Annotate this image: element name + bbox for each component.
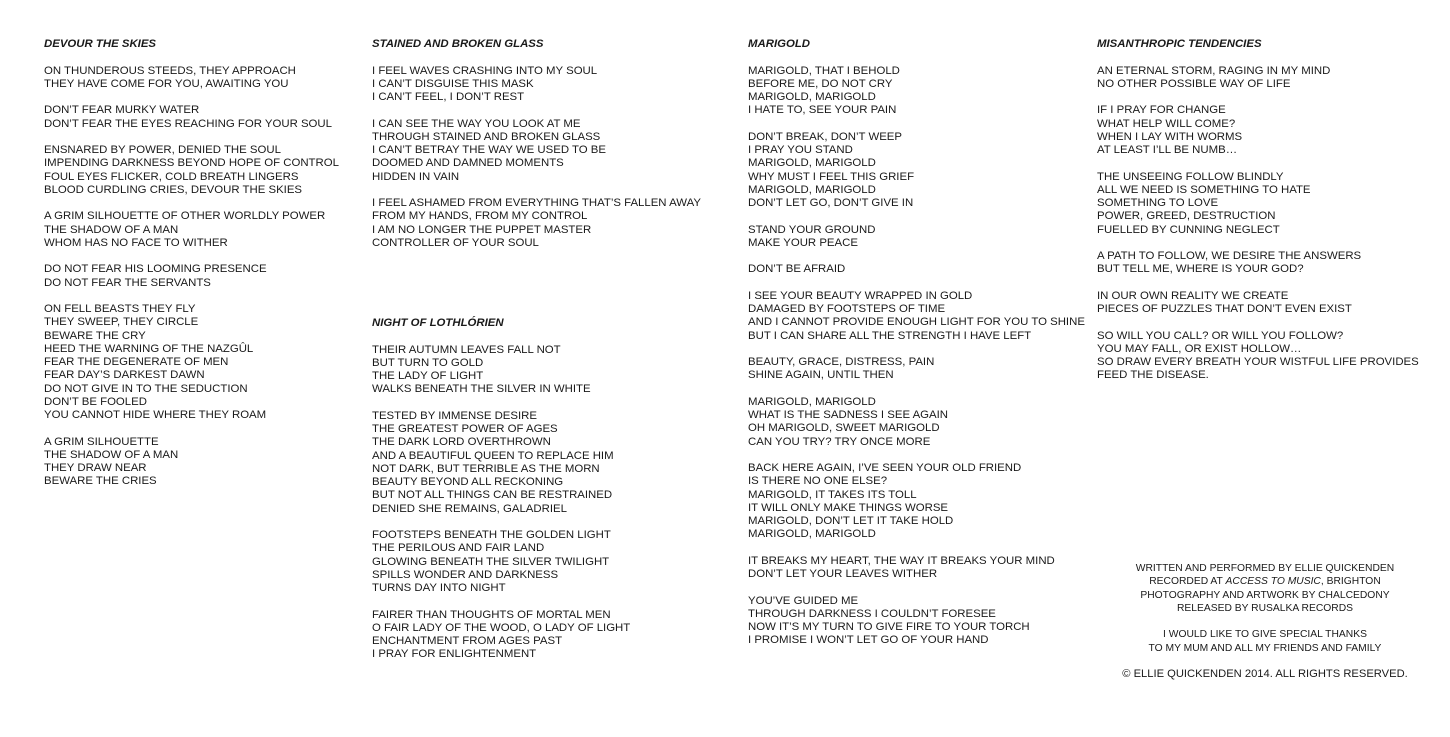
lyric-line: WHY MUST I FEEL THIS GRIEF — [748, 170, 915, 183]
lyric-line: I HATE TO, SEE YOUR PAIN — [748, 104, 897, 117]
credits-production — [1100, 562, 1430, 615]
lyric-line: PIECES OF PUZZLES THAT DON’T EVEN EXIST — [1097, 303, 1352, 315]
song-title: STAINED AND BROKEN GLASS — [372, 38, 544, 50]
stanza — [372, 65, 701, 105]
lyric-line: SPILLS WONDER AND DARKNESS — [372, 568, 559, 581]
lyric-line: FEAR THE DEGENERATE OF MEN — [44, 356, 229, 368]
lyric-line: DON’T BE AFRAID — [748, 263, 846, 276]
stanza — [372, 344, 701, 397]
lyric-line: MARIGOLD, IT TAKES ITS TOLL — [748, 488, 917, 501]
lyric-line: HIDDEN IN VAIN — [372, 170, 460, 183]
lyric-line: STAND YOUR GROUND — [748, 223, 876, 236]
lyric-line: WHOM HAS NO FACE TO WITHER — [44, 236, 228, 249]
lyric-line: MARIGOLD, MARIGOLD — [748, 183, 876, 196]
lyric-line: THEIR AUTUMN LEAVES FALL NOT — [372, 343, 561, 356]
lyric-line: TESTED BY IMMENSE DESIRE — [372, 409, 537, 422]
lyric-line: THEY DRAW NEAR — [44, 462, 147, 474]
lyric-line: HEED THE WARNING OF THE NAZGÛL — [44, 342, 254, 355]
song-title: MISANTHROPIC TENDENCIES — [1097, 38, 1262, 50]
lyric-line: FUELLED BY CUNNING NEGLECT — [1097, 223, 1280, 236]
song-night-of-lothlorien — [372, 317, 701, 662]
lyric-line: OH MARIGOLD, SWEET MARIGOLD — [748, 422, 940, 435]
lyric-line: NO OTHER POSSIBLE WAY OF LIFE — [1097, 77, 1291, 90]
stanza — [44, 65, 339, 92]
stanza — [1097, 290, 1419, 317]
stanza — [44, 144, 339, 197]
lyric-line: IF I PRAY FOR CHANGE — [1097, 104, 1226, 117]
lyric-line: DAMAGED BY FOOTSTEPS OF TIME — [748, 303, 946, 315]
lyric-line: I PRAY YOU STAND — [748, 144, 853, 156]
stanza — [1097, 250, 1419, 277]
lyric-line: WHEN I LAY WITH WORMS — [1097, 130, 1243, 143]
lyric-line: DOOMED AND DAMNED MOMENTS — [372, 157, 564, 170]
lyric-line: CONTROLLER OF YOUR SOUL — [372, 236, 539, 249]
lyric-line: POWER, GREED, DESTRUCTION — [1097, 210, 1276, 223]
lyric-line: THE SHADOW OF A MAN — [44, 448, 179, 461]
lyric-line: BACK HERE AGAIN, I’VE SEEN YOUR OLD FRIEND — [748, 462, 1022, 474]
lyric-line: YOU MAY FALL, OR EXIST HOLLOW… — [1097, 342, 1302, 355]
stanza — [748, 396, 1085, 449]
lyric-line: THROUGH STAINED AND BROKEN GLASS — [372, 130, 601, 143]
stanza — [748, 131, 1085, 211]
lyric-line: BUT TURN TO GOLD — [372, 356, 484, 369]
lyric-line: AND A BEAUTIFUL QUEEN TO REPLACE HIM — [372, 449, 614, 462]
song-devour-the-skies — [44, 38, 339, 489]
lyric-line: ALL WE NEED IS SOMETHING TO HATE — [1097, 183, 1311, 196]
credits-recorded-prefix: RECORDED AT — [1149, 576, 1226, 588]
lyric-line: MAKE YOUR PEACE — [748, 236, 858, 249]
lyric-line: FEAR DAY’S DARKEST DAWN — [44, 369, 205, 382]
stanza — [1097, 65, 1419, 92]
stanza — [748, 462, 1085, 542]
lyric-line: MARIGOLD, MARIGOLD — [748, 395, 876, 408]
lyric-line: I FEEL WAVES CRASHING INTO MY SOUL — [372, 64, 598, 77]
stanza — [1097, 330, 1419, 383]
stanza — [44, 210, 339, 250]
lyric-line: I CAN SEE THE WAY YOU LOOK AT ME — [372, 117, 581, 130]
song-title: DEVOUR THE SKIES — [44, 38, 157, 50]
lyric-line: WHAT IS THE SADNESS I SEE AGAIN — [748, 409, 949, 421]
lyric-line: MARIGOLD, MARIGOLD — [748, 91, 876, 103]
stanza — [372, 609, 701, 662]
lyric-line: DON’T FEAR MURKY WATER — [44, 104, 200, 117]
lyric-line: SO WILL YOU CALL? OR WILL YOU FOLLOW? — [1097, 329, 1344, 342]
lyric-line: BEAUTY BEYOND ALL RECKONING — [372, 476, 564, 488]
lyric-line: SO DRAW EVERY BREATH YOUR WISTFUL LIFE PROVIDES — [1097, 356, 1419, 368]
lyric-line: SHINE AGAIN, UNTIL THEN — [748, 369, 894, 382]
lyric-line: I PRAY FOR ENLIGHTENMENT — [372, 648, 537, 661]
lyric-line: IS THERE NO ONE ELSE? — [748, 475, 888, 488]
lyric-line: A GRIM SILHOUETTE — [44, 435, 159, 448]
lyric-line: DON’T LET YOUR LEAVES WITHER — [748, 568, 938, 580]
lyric-line: I AM NO LONGER THE PUPPET MASTER — [372, 223, 592, 236]
column-4 — [1097, 38, 1419, 396]
lyric-line: MARIGOLD, MARIGOLD — [748, 528, 876, 541]
lyric-line: I CAN’T FEEL, I DON’T REST — [372, 91, 525, 103]
lyric-line: WALKS BENEATH THE SILVER IN WHITE — [372, 383, 591, 396]
lyric-line: MARIGOLD, THAT I BEHOLD — [748, 64, 900, 77]
lyric-line: IT BREAKS MY HEART, THE WAY IT BREAKS YOUR MIND — [748, 554, 1055, 567]
lyric-line: I FEEL ASHAMED FROM EVERYTHING THAT’S FALLEN AWAY — [372, 197, 701, 209]
stanza — [748, 555, 1085, 582]
stanza — [372, 118, 701, 184]
credits-recorded-at — [1100, 575, 1430, 588]
lyric-line: THE UNSEEING FOLLOW BLINDLY — [1097, 170, 1284, 183]
lyric-line: BEWARE THE CRY — [44, 329, 146, 342]
stanza — [372, 529, 701, 595]
lyric-line: FEED THE DISEASE. — [1097, 369, 1209, 382]
credits-block — [1100, 562, 1430, 682]
lyric-line: FROM MY HANDS, FROM MY CONTROL — [372, 210, 588, 223]
lyric-line: GLOWING BENEATH THE SILVER TWILIGHT — [372, 555, 610, 568]
song-title: NIGHT OF LOTHLÓRIEN — [372, 317, 504, 329]
lyric-line: FOUL EYES FLICKER, COLD BREATH LINGERS — [44, 170, 299, 183]
lyric-line: BEFORE ME, DO NOT CRY — [748, 77, 893, 90]
lyric-line: IMPENDING DARKNESS BEYOND HOPE OF CONTROL — [44, 157, 339, 170]
lyric-line: SOMETHING TO LOVE — [1097, 197, 1219, 209]
song-title: MARIGOLD — [748, 38, 811, 50]
lyric-line: THE DARK LORD OVERTHROWN — [372, 436, 551, 449]
lyric-line: BUT NOT ALL THINGS CAN BE RESTRAINED — [372, 489, 613, 502]
lyric-line: ENSNARED BY POWER, DENIED THE SOUL — [44, 144, 281, 156]
credits-recorded-venue: ACCESS TO MUSIC — [1225, 576, 1321, 588]
lyric-line: ENCHANTMENT FROM AGES PAST — [372, 635, 563, 647]
lyric-line: O FAIR LADY OF THE WOOD, O LADY OF LIGHT — [372, 621, 631, 634]
credits-written-performed: WRITTEN AND PERFORMED BY ELLIE QUICKENDEN — [1135, 563, 1395, 574]
lyric-line: AND I CANNOT PROVIDE ENOUGH LIGHT FOR YOU TO SHINE — [748, 316, 1085, 329]
lyric-line: I CAN’T DISGUISE THIS MASK — [372, 77, 534, 90]
lyric-line: TURNS DAY INTO NIGHT — [372, 582, 506, 594]
song-stained-and-broken-glass — [372, 38, 701, 250]
credits-recorded-suffix: , BRIGHTON — [1320, 576, 1381, 588]
stanza — [748, 263, 1085, 276]
lyric-line: BEWARE THE CRIES — [44, 475, 157, 488]
stanza — [44, 263, 339, 290]
lyric-line: BUT TELL ME, WHERE IS YOUR GOD? — [1097, 263, 1304, 276]
lyric-line: FOOTSTEPS BENEATH THE GOLDEN LIGHT — [372, 529, 611, 541]
lyric-line: THE LADY OF LIGHT — [372, 370, 484, 382]
column-3 — [748, 38, 1085, 661]
stanza — [1097, 171, 1419, 237]
stanza — [748, 595, 1085, 648]
lyric-line: AN ETERNAL STORM, RAGING IN MY MIND — [1097, 64, 1331, 77]
stanza — [44, 104, 339, 131]
lyric-line: YOU CANNOT HIDE WHERE THEY ROAM — [44, 409, 267, 421]
lyric-line: CAN YOU TRY? TRY ONCE MORE — [748, 435, 931, 448]
song-marigold — [748, 38, 1085, 648]
lyric-line: DON’T BREAK, DON’T WEEP — [748, 130, 903, 143]
credits-label: RELEASED BY RUSALKA RECORDS — [1176, 602, 1354, 614]
lyric-line: NOT DARK, BUT TERRIBLE AS THE MORN — [372, 462, 600, 475]
lyric-line: I CAN’T BETRAY THE WAY WE USED TO BE — [372, 144, 606, 156]
lyric-line: DON’T BE FOOLED — [44, 395, 147, 408]
lyric-line: I SEE YOUR BEAUTY WRAPPED IN GOLD — [748, 289, 973, 302]
lyric-line: NOW IT’S MY TURN TO GIVE FIRE TO YOUR TORCH — [748, 621, 1030, 633]
lyric-line: THE SHADOW OF A MAN — [44, 223, 179, 236]
lyric-line: WHAT HELP WILL COME? — [1097, 117, 1236, 130]
stanza — [748, 224, 1085, 251]
stanza — [748, 65, 1085, 118]
stanza — [44, 303, 339, 422]
lyric-line: ON FELL BEASTS THEY FLY — [44, 303, 196, 315]
lyric-line: THROUGH DARKNESS I COULDN’T FORESEE — [748, 607, 996, 620]
lyric-line: THE GREATEST POWER OF AGES — [372, 423, 558, 435]
stanza — [44, 436, 339, 489]
lyric-line: DO NOT FEAR HIS LOOMING PRESENCE — [44, 263, 267, 276]
lyric-line: THEY SWEEP, THEY CIRCLE — [44, 316, 199, 329]
lyric-line: A PATH TO FOLLOW, WE DESIRE THE ANSWERS — [1097, 250, 1362, 262]
credits-thanks-line-2: TO MY MUM AND ALL MY FRIENDS AND FAMILY — [1148, 642, 1382, 654]
lyric-line: DO NOT GIVE IN TO THE SEDUCTION — [44, 382, 248, 395]
copyright-notice: © ELLIE QUICKENDEN 2014. ALL RIGHTS RESERVED. — [1122, 668, 1408, 681]
lyric-line: BLOOD CURDLING CRIES, DEVOUR THE SKIES — [44, 183, 303, 196]
stanza — [372, 197, 701, 250]
lyric-line: BEAUTY, GRACE, DISTRESS, PAIN — [748, 356, 935, 368]
lyric-line: MARIGOLD, DON’T LET IT TAKE HOLD — [748, 515, 954, 527]
lyric-line: DO NOT FEAR THE SERVANTS — [44, 276, 211, 289]
lyric-line: YOU’VE GUIDED ME — [748, 594, 859, 607]
lyric-line: IN OUR OWN REALITY WE CREATE — [1097, 289, 1289, 302]
stanza — [748, 356, 1085, 383]
stanza — [372, 410, 701, 516]
column-1 — [44, 38, 339, 502]
lyric-line: BUT I CAN SHARE ALL THE STRENGTH I HAVE LEFT — [748, 329, 1032, 342]
stanza — [1097, 104, 1419, 157]
lyric-line: DON’T LET GO, DON’T GIVE IN — [748, 197, 914, 209]
lyric-line: AT LEAST I’LL BE NUMB… — [1097, 144, 1238, 156]
lyric-line: ON THUNDEROUS STEEDS, THEY APPROACH — [44, 64, 296, 77]
song-misanthropic-tendencies — [1097, 38, 1419, 383]
lyric-line: I PROMISE I WON’T LET GO OF YOUR HAND — [748, 634, 989, 647]
lyric-line: IT WILL ONLY MAKE THINGS WORSE — [748, 501, 949, 514]
column-2 — [372, 38, 701, 675]
lyric-line: A GRIM SILHOUETTE OF OTHER WORLDLY POWER — [44, 210, 326, 223]
credits-thanks-line-1: I WOULD LIKE TO GIVE SPECIAL THANKS — [1163, 629, 1367, 641]
lyric-line: DON’T FEAR THE EYES REACHING FOR YOUR SOUL — [44, 117, 332, 130]
lyric-line: THEY HAVE COME FOR YOU, AWAITING YOU — [44, 77, 289, 90]
lyric-line: MARIGOLD, MARIGOLD — [748, 157, 876, 170]
stanza — [748, 290, 1085, 343]
lyric-line: FAIRER THAN THOUGHTS OF MORTAL MEN — [372, 608, 611, 621]
credits-photography: PHOTOGRAPHY AND ARTWORK BY CHALCEDONY — [1140, 589, 1390, 601]
credits-thanks — [1100, 628, 1430, 655]
lyric-line: THE PERILOUS AND FAIR LAND — [372, 542, 545, 555]
lyric-line: DENIED SHE REMAINS, GALADRIEL — [372, 502, 567, 515]
